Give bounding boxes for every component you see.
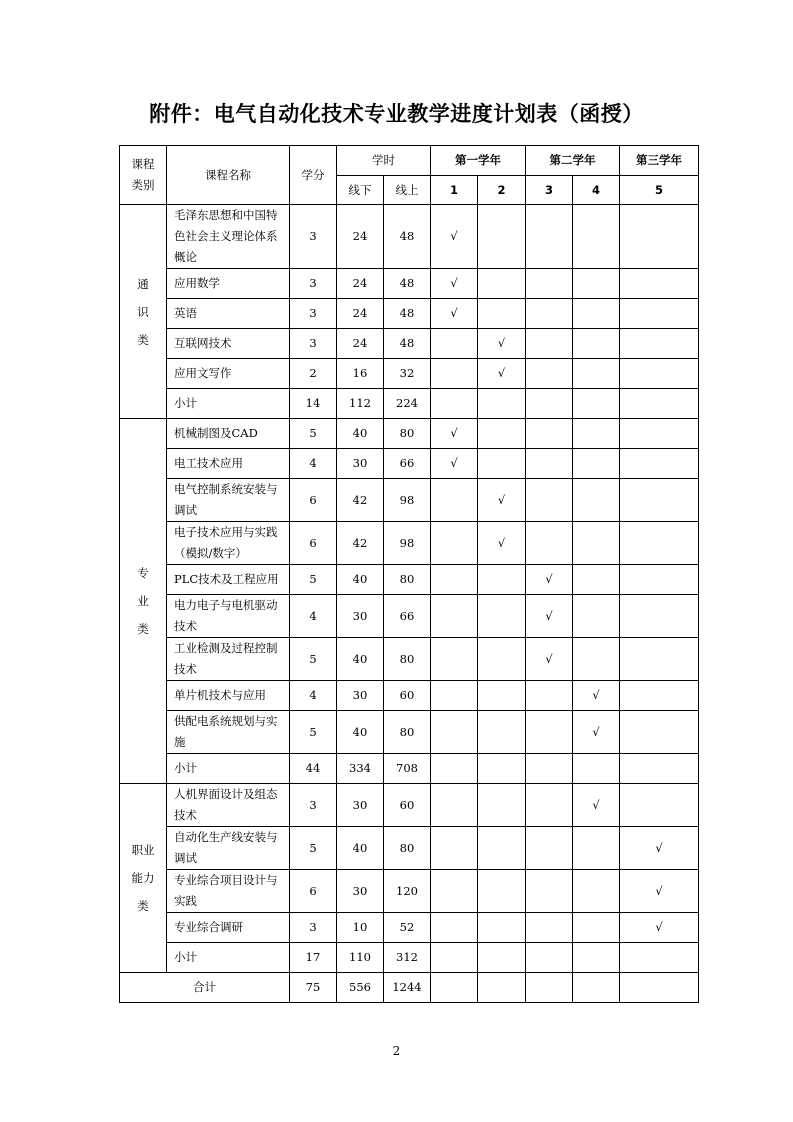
semester-2-cell (478, 595, 526, 638)
course-online: 224 (384, 389, 431, 419)
semester-3-cell (526, 784, 573, 827)
header-year-3: 第三学年 (620, 146, 699, 176)
course-row (120, 329, 699, 359)
course-offline: 30 (337, 784, 384, 827)
subtotal-row (120, 943, 699, 973)
semester-5-cell (620, 681, 699, 711)
course-credits: 3 (290, 269, 337, 299)
semester-4-cell (573, 329, 620, 359)
course-offline: 24 (337, 299, 384, 329)
course-offline: 112 (337, 389, 384, 419)
total-label: 合计 (120, 973, 290, 1003)
check-mark-icon: √ (450, 306, 458, 320)
semester-5-cell (620, 449, 699, 479)
course-credits: 3 (290, 913, 337, 943)
semester-2-cell (478, 827, 526, 870)
semester-2-cell (478, 754, 526, 784)
semester-2-cell (478, 329, 526, 359)
course-row (120, 870, 699, 913)
course-credits: 4 (290, 595, 337, 638)
course-name: 工业检测及过程控制技术 (167, 638, 290, 681)
semester-1-cell (431, 522, 478, 565)
course-row (120, 595, 699, 638)
semester-1-cell (431, 638, 478, 681)
semester-2-cell (478, 913, 526, 943)
subtotal-label: 小计 (167, 754, 290, 784)
semester-3-cell (526, 299, 573, 329)
check-mark-icon: √ (655, 883, 663, 898)
semester-4-cell (573, 681, 620, 711)
course-name: 单片机技术与应用 (167, 681, 290, 711)
course-name: 应用数学 (167, 269, 290, 299)
course-offline: 40 (337, 565, 384, 595)
course-online: 66 (384, 595, 431, 638)
course-name: 电子技术应用与实践（模拟/数字） (167, 522, 290, 565)
course-online: 312 (384, 943, 431, 973)
course-offline: 24 (337, 329, 384, 359)
semester-3-cell (526, 681, 573, 711)
semester-2-cell (478, 565, 526, 595)
semester-2-cell (478, 522, 526, 565)
subtotal-row (120, 389, 699, 419)
total-online: 1244 (384, 973, 431, 1003)
semester-1-cell (431, 565, 478, 595)
course-offline: 334 (337, 754, 384, 784)
semester-1-cell (431, 681, 478, 711)
semester-4-cell (573, 913, 620, 943)
course-credits: 5 (290, 711, 337, 754)
course-online: 32 (384, 359, 431, 389)
header-credits: 学分 (290, 146, 337, 205)
course-offline: 16 (337, 359, 384, 389)
check-mark-icon: √ (497, 535, 506, 550)
course-name: 自动化生产线安装与调试 (167, 827, 290, 870)
course-offline: 24 (337, 205, 384, 269)
semester-5-cell (620, 754, 699, 784)
semester-2-cell (478, 299, 526, 329)
course-online: 48 (384, 299, 431, 329)
course-online: 48 (384, 329, 431, 359)
semester-2-cell (478, 269, 526, 299)
semester-3-cell (526, 329, 573, 359)
semester-1-cell (431, 827, 478, 870)
semester-4-cell (573, 754, 620, 784)
semester-4-cell (573, 299, 620, 329)
header-course-name: 课程名称 (167, 146, 290, 205)
semester-4-cell (573, 269, 620, 299)
semester-2-cell (478, 711, 526, 754)
course-name: PLC技术及工程应用 (167, 565, 290, 595)
check-mark-icon: √ (592, 724, 600, 739)
page-number: 2 (392, 1044, 401, 1058)
semester-1-cell (431, 754, 478, 784)
course-name: 互联网技术 (167, 329, 290, 359)
course-offline: 30 (337, 449, 384, 479)
semester-3-cell (526, 595, 573, 638)
course-offline: 30 (337, 681, 384, 711)
semester-3-cell (526, 827, 573, 870)
course-offline: 42 (337, 479, 384, 522)
semester-5-cell (620, 299, 699, 329)
semester-5-cell (620, 943, 699, 973)
semester-1-cell (431, 870, 478, 913)
semester-3-cell (526, 522, 573, 565)
total-semester-cell (526, 973, 573, 1003)
course-online: 48 (384, 269, 431, 299)
semester-1-cell (431, 389, 478, 419)
total-credits: 75 (290, 973, 337, 1003)
document-title: 附件：电气自动化技术专业教学进度计划表（函授） (149, 102, 644, 126)
course-online: 98 (384, 479, 431, 522)
semester-4-cell (573, 827, 620, 870)
semester-3-cell (526, 711, 573, 754)
check-mark-icon: √ (545, 572, 553, 586)
course-row (120, 784, 699, 827)
semester-2-cell (478, 389, 526, 419)
header-category: 课程 类别 (120, 146, 167, 205)
course-offline: 42 (337, 522, 384, 565)
semester-3-cell (526, 419, 573, 449)
course-name: 专业综合项目设计与实践 (167, 870, 290, 913)
course-offline: 110 (337, 943, 384, 973)
check-mark-icon: √ (592, 688, 600, 702)
course-online: 98 (384, 522, 431, 565)
course-row (120, 681, 699, 711)
course-credits: 2 (290, 359, 337, 389)
course-name: 电工技术应用 (167, 449, 290, 479)
course-row (120, 299, 699, 329)
teaching-plan-table (119, 145, 699, 1003)
course-row (120, 827, 699, 870)
course-offline: 30 (337, 870, 384, 913)
check-mark-icon: √ (450, 276, 458, 290)
semester-3-cell (526, 205, 573, 269)
semester-1-cell (431, 329, 478, 359)
semester-2-cell (478, 681, 526, 711)
course-online: 80 (384, 419, 431, 449)
course-row (120, 359, 699, 389)
semester-4-cell (573, 638, 620, 681)
semester-1-cell (431, 943, 478, 973)
header-semester-3: 3 (526, 176, 573, 205)
semester-4-cell (573, 711, 620, 754)
semester-1-cell (431, 595, 478, 638)
semester-2-cell (478, 205, 526, 269)
check-mark-icon: √ (592, 797, 600, 812)
semester-4-cell (573, 389, 620, 419)
semester-4-cell (573, 565, 620, 595)
course-credits: 5 (290, 638, 337, 681)
total-semester-cell (431, 973, 478, 1003)
check-mark-icon: √ (655, 840, 663, 855)
header-semester-1: 1 (431, 176, 478, 205)
semester-5-cell (620, 269, 699, 299)
category-cell: 通 识 类 (120, 205, 167, 419)
course-name: 毛泽东思想和中国特色社会主义理论体系概论 (167, 205, 290, 269)
total-semester-cell (620, 973, 699, 1003)
semester-3-cell (526, 449, 573, 479)
semester-4-cell (573, 943, 620, 973)
semester-1-cell (431, 419, 478, 449)
semester-2-cell (478, 870, 526, 913)
check-mark-icon: √ (497, 492, 506, 507)
semester-5-cell (620, 638, 699, 681)
semester-5-cell (620, 479, 699, 522)
course-offline: 40 (337, 827, 384, 870)
course-online: 80 (384, 827, 431, 870)
course-online: 708 (384, 754, 431, 784)
course-credits: 5 (290, 565, 337, 595)
course-offline: 30 (337, 595, 384, 638)
course-credits: 6 (290, 870, 337, 913)
semester-4-cell (573, 870, 620, 913)
check-mark-icon: √ (545, 608, 553, 623)
course-offline: 40 (337, 638, 384, 681)
course-online: 66 (384, 449, 431, 479)
check-mark-icon: √ (545, 651, 553, 666)
course-credits: 3 (290, 299, 337, 329)
course-row (120, 711, 699, 754)
semester-4-cell (573, 205, 620, 269)
course-row (120, 269, 699, 299)
course-credits: 14 (290, 389, 337, 419)
course-row (120, 205, 699, 269)
semester-2-cell (478, 784, 526, 827)
semester-5-cell (620, 389, 699, 419)
course-row (120, 479, 699, 522)
course-credits: 17 (290, 943, 337, 973)
semester-3-cell (526, 943, 573, 973)
total-offline: 556 (337, 973, 384, 1003)
course-row (120, 638, 699, 681)
course-credits: 3 (290, 329, 337, 359)
check-mark-icon: √ (497, 336, 506, 350)
course-name: 英语 (167, 299, 290, 329)
semester-4-cell (573, 479, 620, 522)
header-semester-4: 4 (573, 176, 620, 205)
semester-5-cell (620, 205, 699, 269)
course-credits: 3 (290, 784, 337, 827)
semester-3-cell (526, 269, 573, 299)
semester-4-cell (573, 449, 620, 479)
semester-1-cell (431, 449, 478, 479)
course-name: 供配电系统规划与实施 (167, 711, 290, 754)
semester-3-cell (526, 359, 573, 389)
course-online: 80 (384, 565, 431, 595)
course-credits: 5 (290, 419, 337, 449)
header-semester-2: 2 (478, 176, 526, 205)
semester-5-cell (620, 870, 699, 913)
semester-5-cell (620, 827, 699, 870)
semester-5-cell (620, 522, 699, 565)
total-semester-cell (478, 973, 526, 1003)
semester-5-cell (620, 913, 699, 943)
semester-1-cell (431, 205, 478, 269)
course-name: 专业综合调研 (167, 913, 290, 943)
subtotal-label: 小计 (167, 943, 290, 973)
check-mark-icon: √ (450, 426, 458, 440)
semester-5-cell (620, 565, 699, 595)
semester-5-cell (620, 419, 699, 449)
semester-2-cell (478, 638, 526, 681)
semester-2-cell (478, 359, 526, 389)
check-mark-icon: √ (497, 366, 506, 380)
semester-5-cell (620, 329, 699, 359)
semester-3-cell (526, 754, 573, 784)
semester-4-cell (573, 595, 620, 638)
header-semester-5: 5 (620, 176, 699, 205)
course-row (120, 419, 699, 449)
course-offline: 40 (337, 419, 384, 449)
course-row (120, 565, 699, 595)
semester-3-cell (526, 479, 573, 522)
course-offline: 10 (337, 913, 384, 943)
course-row (120, 449, 699, 479)
semester-2-cell (478, 449, 526, 479)
table-body (120, 205, 699, 973)
check-mark-icon: √ (450, 456, 458, 470)
semester-5-cell (620, 711, 699, 754)
header-online: 线上 (384, 176, 431, 205)
course-offline: 40 (337, 711, 384, 754)
semester-1-cell (431, 479, 478, 522)
semester-3-cell (526, 913, 573, 943)
semester-2-cell (478, 419, 526, 449)
header-hours: 学时 (337, 146, 431, 176)
semester-5-cell (620, 784, 699, 827)
subtotal-label: 小计 (167, 389, 290, 419)
subtotal-row (120, 754, 699, 784)
course-row (120, 522, 699, 565)
semester-3-cell (526, 389, 573, 419)
semester-5-cell (620, 359, 699, 389)
course-credits: 6 (290, 479, 337, 522)
course-online: 60 (384, 784, 431, 827)
course-online: 80 (384, 711, 431, 754)
course-credits: 44 (290, 754, 337, 784)
course-online: 52 (384, 913, 431, 943)
semester-2-cell (478, 943, 526, 973)
semester-3-cell (526, 638, 573, 681)
semester-2-cell (478, 479, 526, 522)
course-name: 机械制图及CAD (167, 419, 290, 449)
semester-1-cell (431, 784, 478, 827)
course-online: 48 (384, 205, 431, 269)
check-mark-icon: √ (655, 920, 663, 934)
course-credits: 4 (290, 681, 337, 711)
course-name: 人机界面设计及组态技术 (167, 784, 290, 827)
total-semester-cell (573, 973, 620, 1003)
course-credits: 3 (290, 205, 337, 269)
header-year-1: 第一学年 (431, 146, 526, 176)
course-credits: 5 (290, 827, 337, 870)
semester-4-cell (573, 784, 620, 827)
semester-1-cell (431, 711, 478, 754)
course-name: 应用文写作 (167, 359, 290, 389)
total-row (120, 973, 699, 1003)
check-mark-icon: √ (450, 229, 458, 243)
semester-3-cell (526, 870, 573, 913)
course-credits: 4 (290, 449, 337, 479)
semester-4-cell (573, 522, 620, 565)
semester-1-cell (431, 913, 478, 943)
course-row (120, 913, 699, 943)
header-offline: 线下 (337, 176, 384, 205)
category-cell: 职业 能力 类 (120, 784, 167, 973)
course-name: 电气控制系统安装与调试 (167, 479, 290, 522)
course-online: 120 (384, 870, 431, 913)
course-online: 80 (384, 638, 431, 681)
header-year-2: 第二学年 (526, 146, 620, 176)
semester-4-cell (573, 359, 620, 389)
semester-4-cell (573, 419, 620, 449)
semester-3-cell (526, 565, 573, 595)
course-credits: 6 (290, 522, 337, 565)
semester-1-cell (431, 269, 478, 299)
category-cell: 专 业 类 (120, 419, 167, 784)
semester-5-cell (620, 595, 699, 638)
course-name: 电力电子与电机驱动技术 (167, 595, 290, 638)
course-online: 60 (384, 681, 431, 711)
semester-1-cell (431, 299, 478, 329)
semester-1-cell (431, 359, 478, 389)
course-offline: 24 (337, 269, 384, 299)
